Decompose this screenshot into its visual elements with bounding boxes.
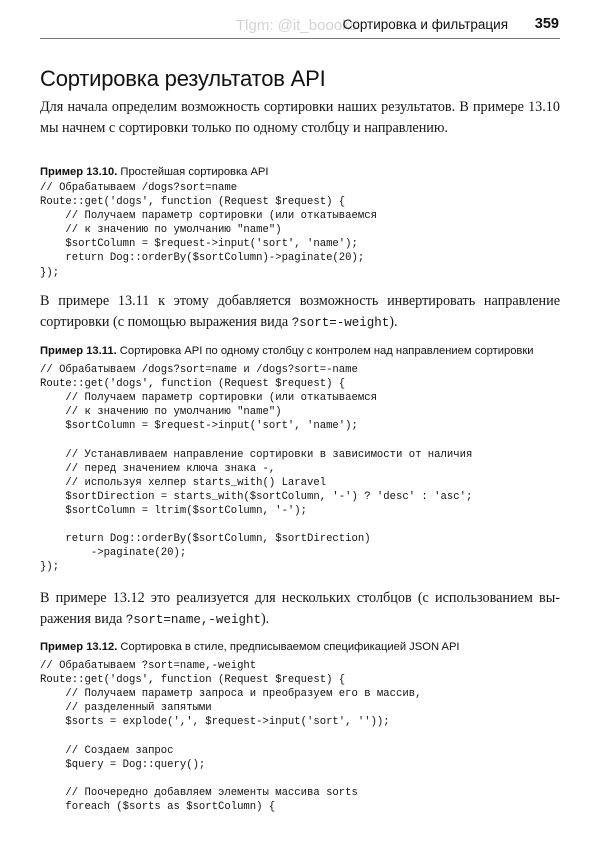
watermark: Tlgm: @it_boooks [236,17,358,34]
code-line: return Dog::orderBy($sortColumn)->paginate(20); [40,252,365,265]
code-line: $sortColumn = $request->input('sort', 'name'); [40,238,358,251]
example-label: Пример 13.11. [40,345,117,357]
page-header [0,17,600,37]
example-label: Пример 13.12. [40,641,118,653]
example-title: Сортировка в стиле, предписываемом спецификацией JSON API [120,641,460,653]
example-13-12-caption [40,641,570,653]
code-line: // Получаем параметр сортировки (или откатываемся [40,392,377,405]
code-line: Route::get('dogs', function (Request $request) { [40,196,346,209]
code-line: // Создаем запрос [40,744,174,757]
code-line: // Обрабатываем /dogs?sort=name [40,182,238,194]
inline-code: ?sort=name,-weight [125,613,261,627]
running-title: Сортировка и фильтрация [342,17,508,32]
example-title: Сортировка API по одному столбцу с контролем над направлением сортировки [119,345,534,357]
code-line: // перед значением ключа знака -, [40,462,276,475]
code-block-13-12 [40,659,570,814]
paragraph-text: В примере 13.12 это реализуется для нескольких столбцов (с использованием выражения вида [40,590,560,627]
paragraph-text: ). [260,611,270,627]
code-block-13-11 [40,363,570,574]
paragraph-multicolumn [40,588,560,631]
code-line: // Получаем параметр запроса и преобразуем его в массив, [40,688,422,701]
code-line: Route::get('dogs', function (Request $request) { [40,378,346,391]
inline-code: ?sort=-weight [291,316,390,330]
paragraph-text: ). [389,314,398,330]
code-line [40,729,570,743]
header-rule [40,38,560,39]
code-line: Route::get('dogs', function (Request $request) { [40,674,346,687]
paragraph-text: В примере 13.11 к этому добавляется возможность инвертировать направление сортировки (с помощью выражения вида [40,293,560,330]
code-line: return Dog::orderBy($sortColumn, $sortDirection) [40,533,371,546]
code-line: $sorts = explode(',', $request->input('sort', '')); [40,716,390,729]
code-line: // Обрабатываем /dogs?sort=name и /dogs?sort=-name [40,364,358,376]
code-line: $sortDirection = starts_with($sortColumn, '-') ? 'desc' : 'asc'; [40,490,473,503]
code-line: // разделенный запятыми [40,702,212,715]
code-line: // к значению по умолчанию "name") [40,406,282,419]
code-line: // Получаем параметр сортировки (или откатываемся [40,210,377,223]
code-line: // Устанавливаем направление сортировки в зависимости от наличия [40,448,473,461]
code-line: // Обрабатываем ?sort=name,-weight [40,660,257,672]
code-line: $query = Dog::query(); [40,758,206,771]
code-line: // Поочередно добавляем элементы массива sorts [40,786,358,799]
paragraph-intro-text: Для начала определим возможность сортировки наших результатов. В примере 13.10 мы начнем с сортировки только по одному столбцу и направлению. [40,99,560,136]
page-number: 359 [534,16,559,32]
code-line: }); [40,266,60,279]
code-line: // к значению по умолчанию "name") [40,224,282,237]
code-line: foreach ($sorts as $sortColumn) { [40,800,276,813]
code-line: }); [40,561,60,574]
paragraph-direction [40,291,560,334]
code-line [40,518,570,532]
code-line [40,433,570,447]
code-line: $sortColumn = ltrim($sortColumn, '-'); [40,504,308,517]
code-line: ->paginate(20); [40,547,187,560]
example-label: Пример 13.10. [40,166,118,178]
example-title: Простейшая сортировка API [120,166,269,178]
code-line [40,772,570,786]
example-13-10-caption [40,166,570,178]
example-13-11-caption [40,345,570,357]
section-title: Сортировка результатов API [40,66,326,91]
code-line: $sortColumn = $request->input('sort', 'name'); [40,420,358,433]
code-block-13-10 [40,181,570,280]
paragraph-intro [40,97,560,139]
code-line: // используя хелпер starts_with() Laravel [40,476,327,489]
